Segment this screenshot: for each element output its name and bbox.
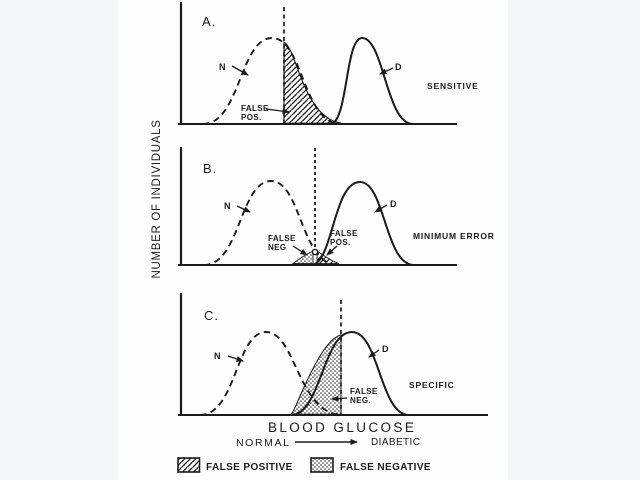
panel-c-letter: C. <box>204 308 219 323</box>
panel-c-n-label: N <box>214 351 221 361</box>
panel-a-threshold-type: SENSITIVE <box>427 81 479 91</box>
y-axis-label: NUMBER OF INDIVIDUALS <box>151 119 163 279</box>
panel-b-d-label: D <box>390 199 397 209</box>
panel-a-false-pos-line2: POS. <box>241 113 262 122</box>
panel-c-false-neg-line1: FALSE <box>350 387 378 396</box>
false-negative-swatch <box>311 458 333 472</box>
panel-b-n-label: N <box>224 201 231 211</box>
panel-b-false-pos-line2: POS. <box>330 238 351 247</box>
panel-a-letter: A. <box>202 14 217 29</box>
x-axis-normal-label: NORMAL <box>236 437 291 449</box>
panel-b-false-neg-line1: FALSE <box>268 234 296 243</box>
panel-c-d-label: D <box>382 344 389 354</box>
panel-b-false-neg-line2: NEG <box>268 243 287 252</box>
panel-a-n-label: N <box>219 62 226 72</box>
panel-b-false-pos-line1: FALSE <box>330 229 358 238</box>
legend-false-positive-label: FALSE POSITIVE <box>206 462 293 473</box>
panel-c-threshold-type: SPECIFIC <box>409 380 455 390</box>
panel-a-false-pos-line1: FALSE <box>241 104 269 113</box>
panel-a-d-label: D <box>395 62 402 72</box>
panel-b-threshold-type: MINIMUM ERROR <box>413 231 495 241</box>
x-axis-title: BLOOD GLUCOSE <box>268 420 417 435</box>
legend-false-negative-label: FALSE NEGATIVE <box>340 462 431 473</box>
panel-b-letter: B. <box>203 161 218 176</box>
x-axis-diabetic-label: DIABETIC <box>371 437 421 448</box>
panel-b-crossing-knot <box>312 249 317 254</box>
panel-c-false-neg-line2: NEG. <box>350 396 372 405</box>
false-positive-swatch <box>178 458 200 472</box>
